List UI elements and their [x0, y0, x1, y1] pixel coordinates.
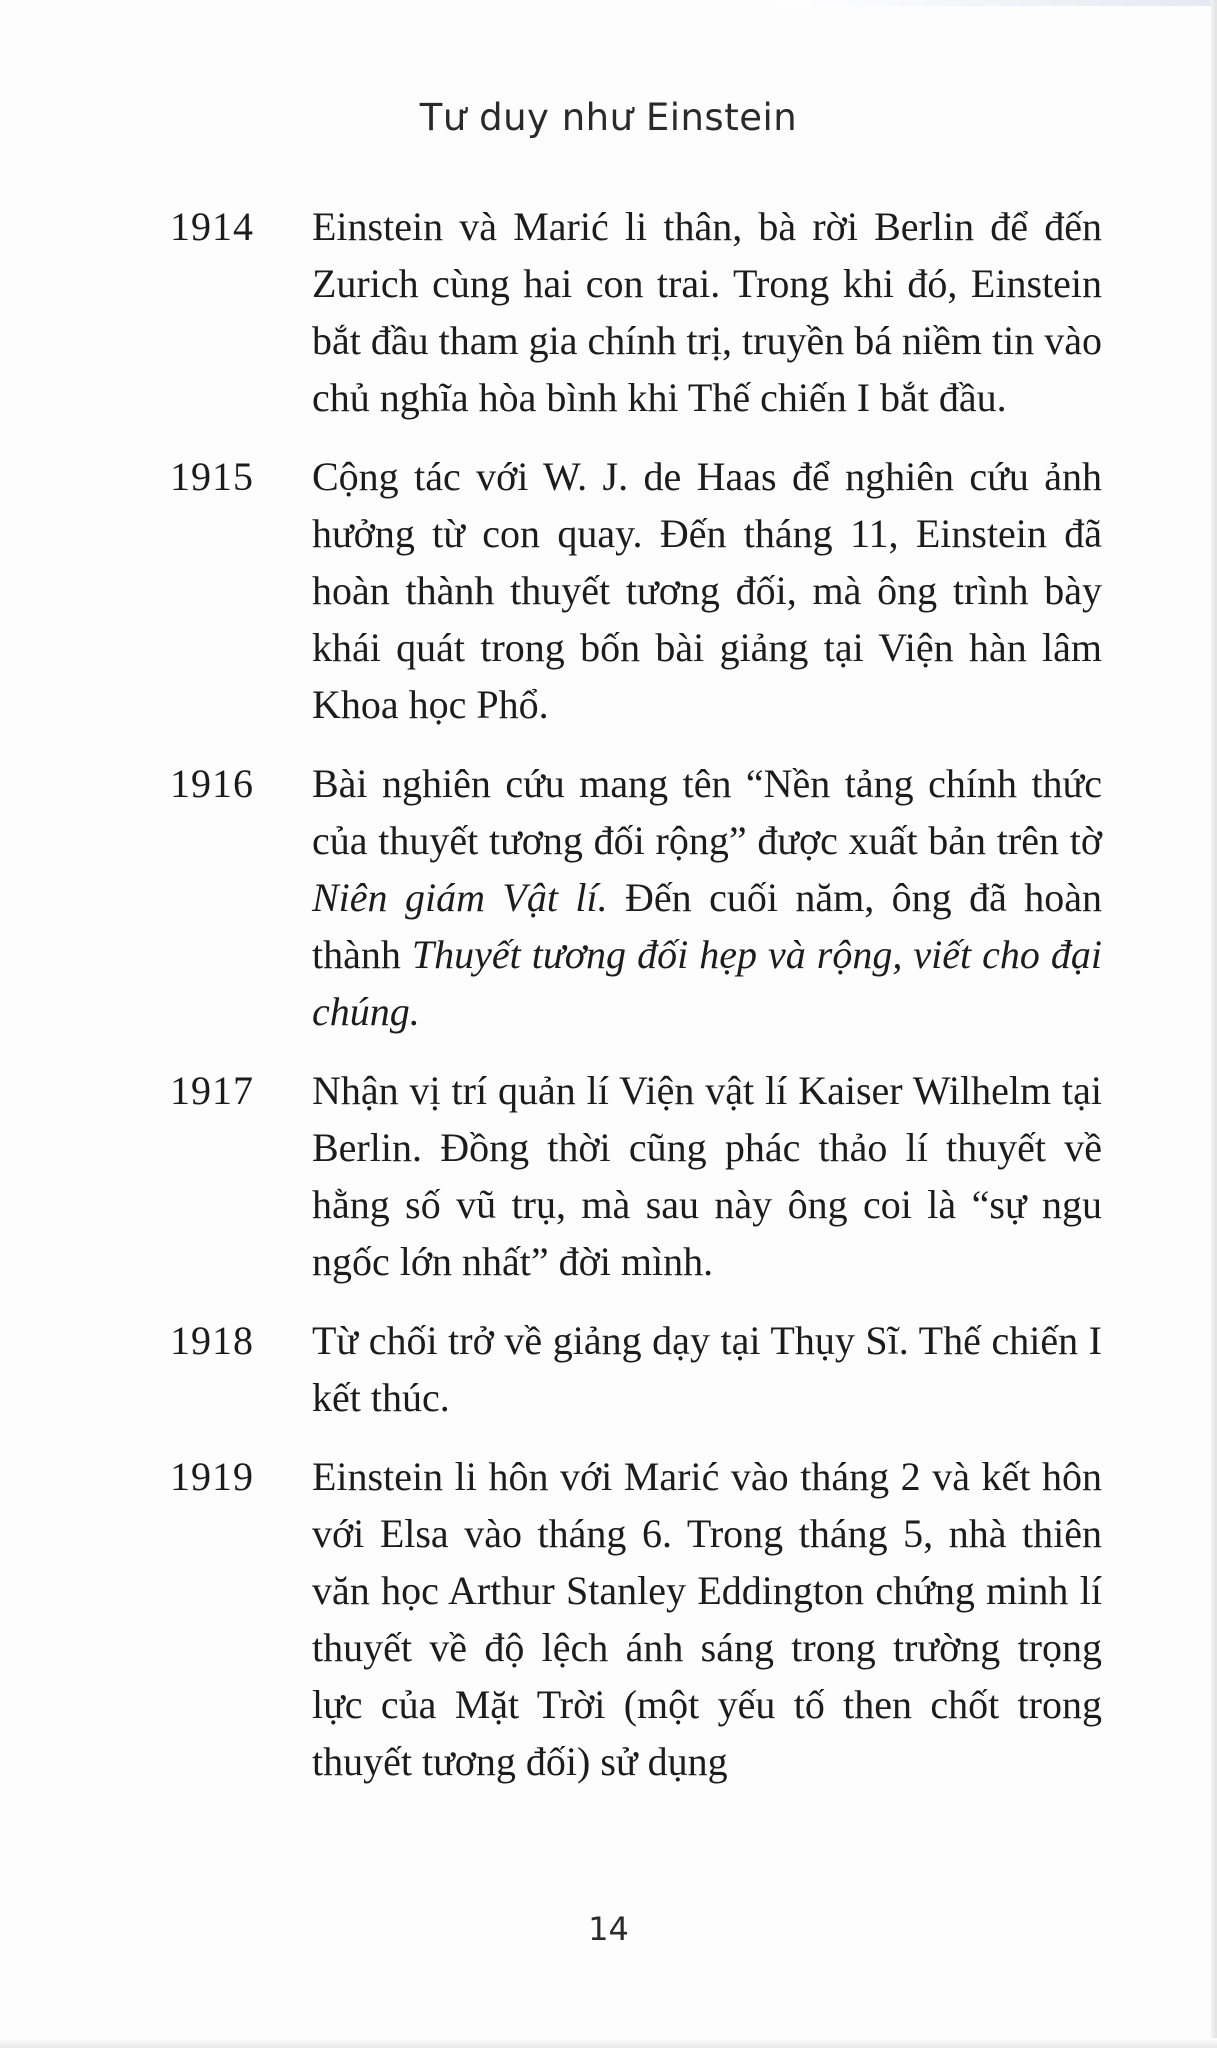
timeline-entry	[0, 1062, 1217, 1290]
timeline-entries	[0, 198, 1217, 1812]
entry-year: 1914	[170, 204, 254, 249]
text-segment: Cộng tác với W. J. de Haas để nghiên cứu ảnh hưởng từ con quay. Đến tháng 11, Einstein đã hoàn thành thuyết tương đối, mà ông trình bày khái quát trong bốn bài giảng tại Viện hàn lâm Khoa học Phổ.	[312, 454, 1102, 727]
italic-title-text: Niên giám Vật lí.	[312, 875, 608, 920]
entry-year: 1916	[170, 761, 254, 806]
timeline-entry	[0, 755, 1217, 1040]
text-segment: Nhận vị trí quản lí Viện vật lí Kaiser Wilhelm tại Berlin. Đồng thời cũng phác thảo lí thuyết về hằng số vũ trụ, mà sau này ông coi là “sự ngu ngốc lớn nhất” đời mình.	[312, 1068, 1102, 1284]
entry-year: 1918	[170, 1318, 254, 1363]
page-bottom-edge	[0, 2038, 1217, 2048]
timeline-entry	[0, 448, 1217, 733]
page-number: 14	[588, 1910, 629, 1948]
text-segment: Einstein li hôn với Marić vào tháng 2 và kết hôn với Elsa vào tháng 6. Trong tháng 5, nhà thiên văn học Arthur Stanley Eddington chứng minh lí thuyết về độ lệch ánh sáng trong trường trọng lực của Mặt Trời (một yếu tố then chốt trong thuyết tương đối) sử dụng	[312, 1454, 1102, 1784]
entry-text	[312, 1062, 1102, 1290]
page-top-edge	[780, 0, 1217, 6]
entry-year: 1917	[170, 1068, 254, 1113]
entry-text	[312, 448, 1102, 733]
entry-year: 1915	[170, 454, 254, 499]
text-segment: Từ chối trở về giảng dạy tại Thụy Sĩ. Thế chiến I kết thúc.	[312, 1318, 1102, 1420]
text-segment: Đến cuối năm, ông đã hoàn thành	[312, 875, 1102, 977]
italic-title-text: Thuyết tương đối hẹp và rộng, viết cho đại chúng.	[312, 932, 1102, 1034]
entry-text	[312, 198, 1102, 426]
text-segment: Bài nghiên cứu mang tên “Nền tảng chính thức của thuyết tương đối rộng” được xuất bản trên tờ	[312, 761, 1102, 863]
entry-year: 1919	[170, 1454, 254, 1499]
timeline-entry	[0, 1312, 1217, 1426]
timeline-entry	[0, 198, 1217, 426]
entry-text	[312, 1312, 1102, 1426]
entry-text	[312, 1448, 1102, 1790]
text-segment: Einstein và Marić li thân, bà rời Berlin để đến Zurich cùng hai con trai. Trong khi đó, Einstein bắt đầu tham gia chính trị, truyền bá niềm tin vào chủ nghĩa hòa bình khi Thế chiến I bắt đầu.	[312, 204, 1102, 420]
entry-text	[312, 755, 1102, 1040]
timeline-entry	[0, 1448, 1217, 1790]
running-header: Tư duy như Einstein	[419, 96, 798, 139]
